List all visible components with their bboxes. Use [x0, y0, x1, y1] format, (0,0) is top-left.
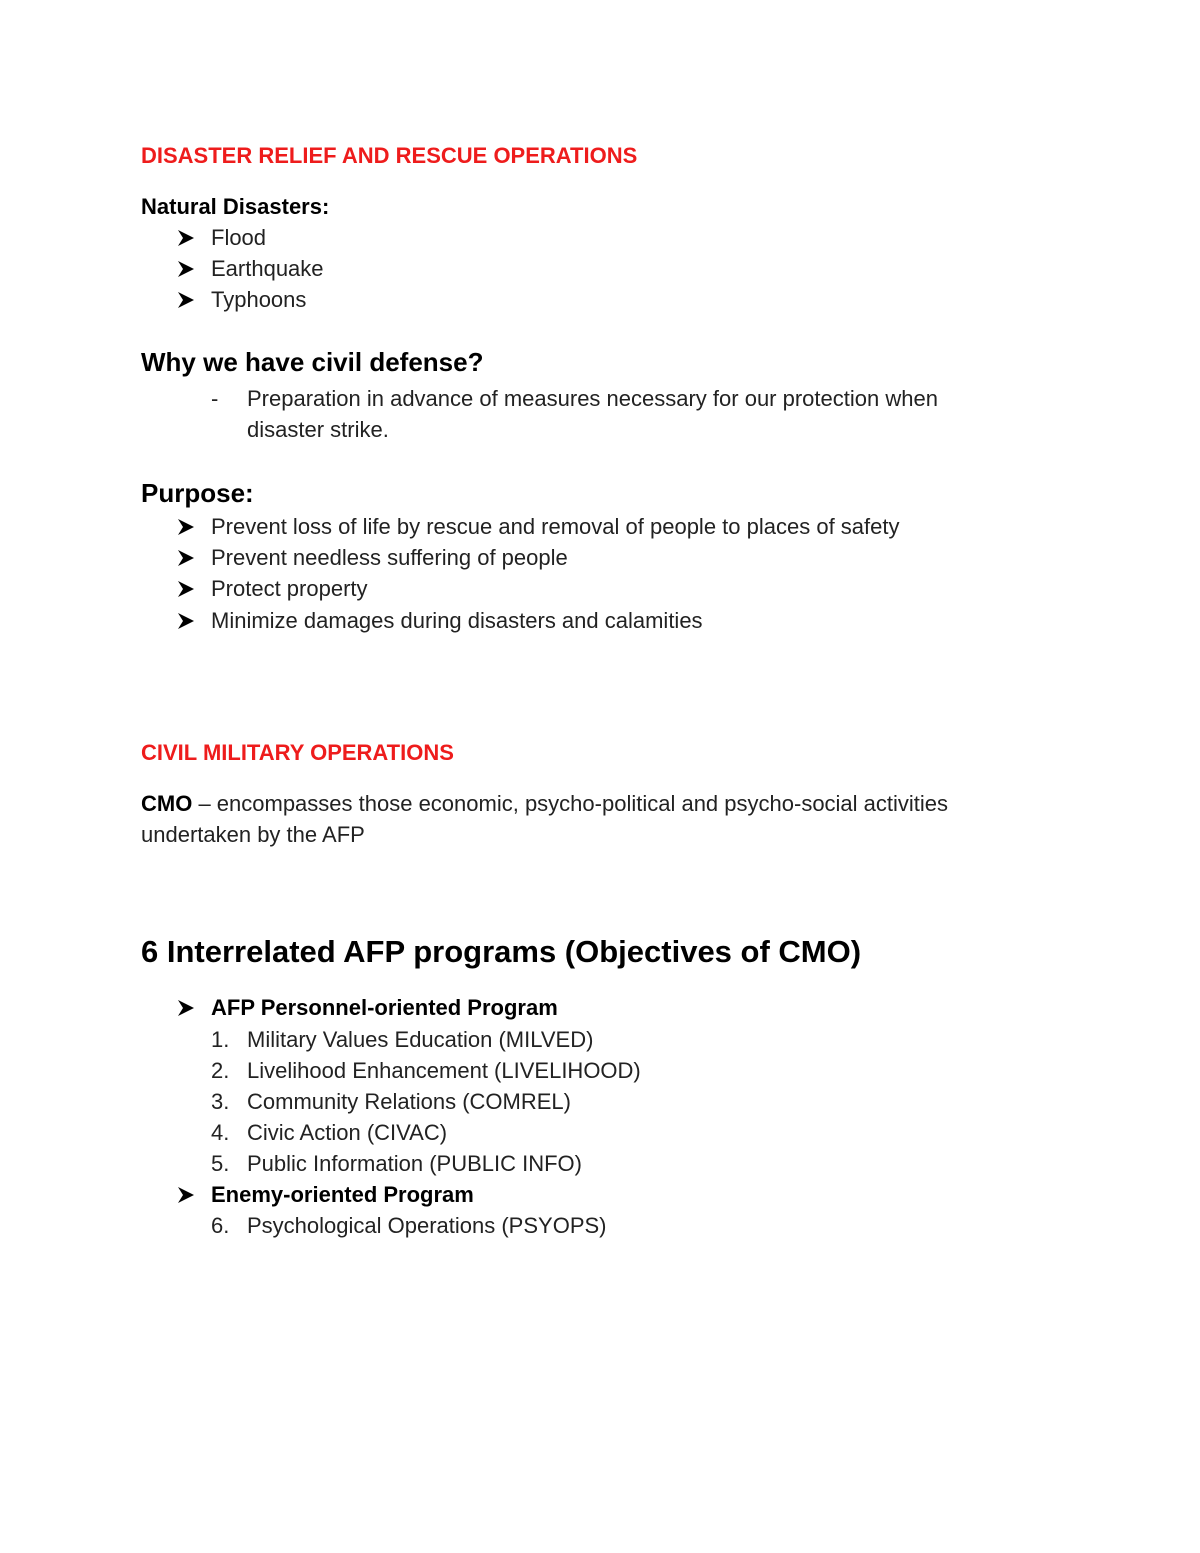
- purpose-heading: Purpose:: [141, 478, 254, 508]
- list-number: 5.: [211, 1151, 230, 1176]
- list-item: Typhoons: [211, 287, 307, 312]
- cmo-term: CMO: [141, 791, 193, 816]
- list-item: Livelihood Enhancement (LIVELIHOOD): [247, 1058, 641, 1083]
- why-answer-line-2: disaster strike.: [247, 417, 389, 442]
- arrowhead-bullet-icon: [177, 549, 195, 567]
- list-number: 2.: [211, 1058, 230, 1083]
- section-title-civil-military: CIVIL MILITARY OPERATIONS: [141, 740, 454, 765]
- list-item: Protect property: [211, 576, 368, 601]
- arrowhead-bullet-icon: [177, 229, 195, 247]
- cmo-definition-line-2: undertaken by the AFP: [141, 822, 365, 847]
- list-item: Public Information (PUBLIC INFO): [247, 1151, 582, 1176]
- why-civil-defense-heading: Why we have civil defense?: [141, 347, 484, 377]
- list-item: Flood: [211, 225, 267, 250]
- program-enemy-label: Enemy-oriented Program: [211, 1182, 474, 1207]
- list-number: 4.: [211, 1120, 230, 1145]
- list-number: 3.: [211, 1089, 230, 1114]
- list-item: Prevent loss of life by rescue and removal of people to places of safety: [211, 514, 900, 539]
- cmo-definition-line-1: [141, 791, 948, 817]
- list-item: Community Relations (COMREL): [247, 1089, 571, 1114]
- cmo-definition-text: – encompasses those economic, psycho-political and psycho-social activities: [192, 791, 949, 816]
- list-item: Civic Action (CIVAC): [247, 1120, 448, 1145]
- list-item: Prevent needless suffering of people: [211, 545, 568, 570]
- list-item: Minimize damages during disasters and calamities: [211, 608, 703, 633]
- list-number: 6.: [211, 1213, 230, 1238]
- arrowhead-bullet-icon: [177, 1186, 195, 1204]
- dash-bullet: -: [211, 386, 219, 411]
- afp-programs-heading: 6 Interrelated AFP programs (Objectives of CMO): [141, 934, 862, 969]
- arrowhead-bullet-icon: [177, 260, 195, 278]
- list-item: Military Values Education (MILVED): [247, 1027, 594, 1052]
- arrowhead-bullet-icon: [177, 291, 195, 309]
- arrowhead-bullet-icon: [177, 580, 195, 598]
- list-item: Psychological Operations (PSYOPS): [247, 1213, 607, 1238]
- natural-disasters-label: Natural Disasters:: [141, 194, 330, 219]
- arrowhead-bullet-icon: [177, 518, 195, 536]
- section-title-disaster-relief: DISASTER RELIEF AND RESCUE OPERATIONS: [141, 143, 638, 168]
- list-number: 1.: [211, 1027, 230, 1052]
- arrowhead-bullet-icon: [177, 999, 195, 1017]
- list-item: Earthquake: [211, 256, 324, 281]
- program-personnel-label: AFP Personnel-oriented Program: [211, 995, 558, 1020]
- arrowhead-bullet-icon: [177, 612, 195, 630]
- why-answer-line-1: Preparation in advance of measures necessary for our protection when: [247, 386, 938, 411]
